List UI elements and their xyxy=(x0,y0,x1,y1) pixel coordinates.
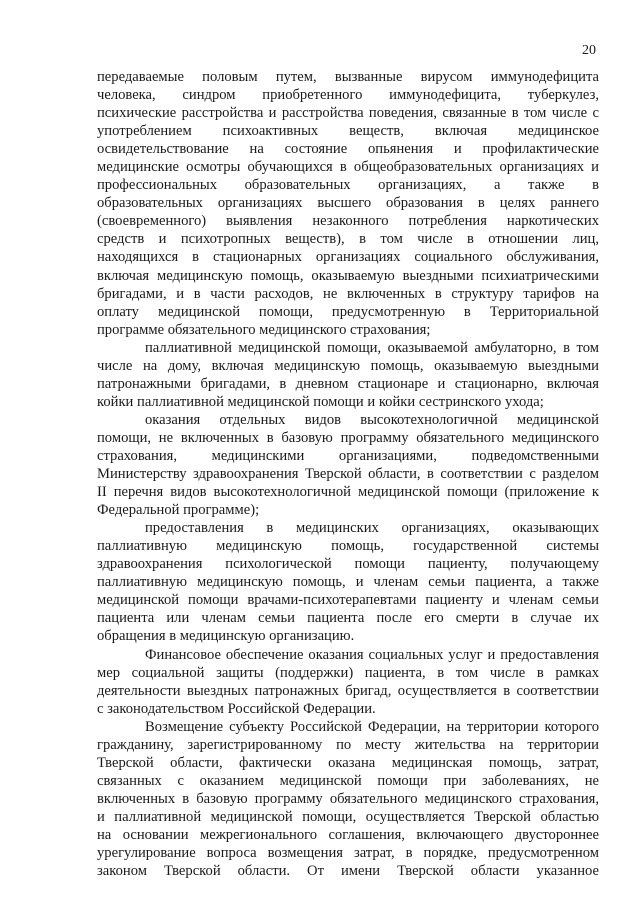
paragraph xyxy=(97,68,599,339)
text-line: медицинской помощи врачами-психотерапевтами пациенту и членам семьи xyxy=(97,592,599,609)
text-line: паллиативной медицинской помощи, оказываемой амбулаторно, в том xyxy=(145,339,599,356)
text-line: на основании межрегионального соглашения, включающего двустороннее xyxy=(97,826,599,843)
text-line: Тверской области, фактически оказана медицинская помощь, затрат, xyxy=(97,754,599,771)
text-line: программе обязательного медицинского страхования; xyxy=(97,321,431,338)
paragraph xyxy=(97,646,599,718)
paragraph xyxy=(97,339,599,411)
text-line: психические расстройства и расстройства поведения, связанные в том числе с xyxy=(97,105,599,122)
text-line: образовательных организациях высшего образования в целях раннего xyxy=(97,195,599,212)
text-line: (своевременного) выявления незаконного потребления наркотических xyxy=(97,213,599,230)
text-line: употреблением психоактивных веществ, включая медицинское xyxy=(97,123,599,140)
text-line: патронажными бригадами, в дневном стационаре и стационарно, включая xyxy=(97,375,599,392)
text-line: деятельности выездных патронажных бригад, осуществляется в соответствии xyxy=(97,682,599,699)
text-line: паллиативную медицинскую помощь, государственной системы xyxy=(97,538,599,555)
text-line: урегулирование вопроса возмещения затрат, в порядке, предусмотренном xyxy=(97,845,599,862)
paragraph xyxy=(97,519,599,645)
text-line: здравоохранения психологической помощи пациенту, получающему xyxy=(97,556,599,573)
text-line: включая медицинскую помощь, оказываемую выездными психиатрическими xyxy=(97,267,599,284)
text-line: помощи, не включенных в базовую программу обязательного медицинского xyxy=(97,429,599,446)
text-line: страхования, медицинскими организациями, подведомственными xyxy=(97,447,599,464)
text-line: включенных в базовую программу обязательного медицинского страхования, xyxy=(97,790,599,807)
text-line: находящихся в стационарных организациях социального обслуживания, xyxy=(97,249,599,266)
document-body xyxy=(97,68,599,880)
text-line: освидетельствование на состояние опьянения и профилактические xyxy=(97,141,599,158)
paragraph xyxy=(97,411,599,519)
text-line: обращения в медицинскую организацию. xyxy=(97,628,355,645)
text-line: с законодательством Российской Федерации. xyxy=(97,700,376,717)
text-line: бригадами, и в части расходов, не включенных в структуру тарифов на xyxy=(97,285,599,302)
text-line: числе на дому, включая медицинскую помощь, оказываемую выездными xyxy=(97,357,599,374)
text-line: оплату медицинской помощи, предусмотренную в Территориальной xyxy=(97,303,599,320)
text-line: II перечня видов высокотехнологичной медицинской помощи (приложение к xyxy=(97,484,599,501)
text-line: пациента или членам семьи пациента после его смерти в случае их xyxy=(97,610,599,627)
page-number: 20 xyxy=(582,43,596,58)
text-line: человека, синдром приобретенного иммунодефицита, туберкулез, xyxy=(97,87,599,104)
text-line: гражданину, зарегистрированному по месту жительства на территории xyxy=(97,736,599,753)
text-line: и паллиативной медицинской помощи, осуществляется Тверской областью xyxy=(97,808,599,825)
text-line: средств и психотропных веществ), в том числе в отношении лиц, xyxy=(97,231,599,248)
text-line: законом Тверской области. От имени Тверской области указанное xyxy=(97,863,599,880)
text-line: профессиональных образовательных организациях, а также в xyxy=(97,177,599,194)
text-line: койки паллиативной медицинской помощи и койки сестринского ухода; xyxy=(97,393,544,410)
text-line: Федеральной программе); xyxy=(97,502,260,519)
paragraph xyxy=(97,718,599,880)
text-line: передаваемые половым путем, вызванные вирусом иммунодефицита xyxy=(97,69,599,85)
text-line: связанных с оказанием медицинской помощи при заболеваниях, не xyxy=(97,772,599,789)
text-line: оказания отдельных видов высокотехнологичной медицинской xyxy=(145,411,599,428)
text-line: Финансовое обеспечение оказания социальных услуг и предоставления xyxy=(145,646,599,663)
text-line: мер социальной защиты (поддержки) пациента, в том числе в рамках xyxy=(97,664,599,681)
text-line: паллиативную медицинскую помощь, и членам семьи пациента, а также xyxy=(97,574,599,591)
text-line: Возмещение субъекту Российской Федерации, на территории которого xyxy=(145,718,599,735)
text-line: медицинские осмотры обучающихся в общеобразовательных организациях и xyxy=(97,159,599,176)
text-line: предоставления в медицинских организациях, оказывающих xyxy=(145,520,599,537)
text-line: Министерству здравоохранения Тверской области, в соответствии с разделом xyxy=(97,466,599,483)
